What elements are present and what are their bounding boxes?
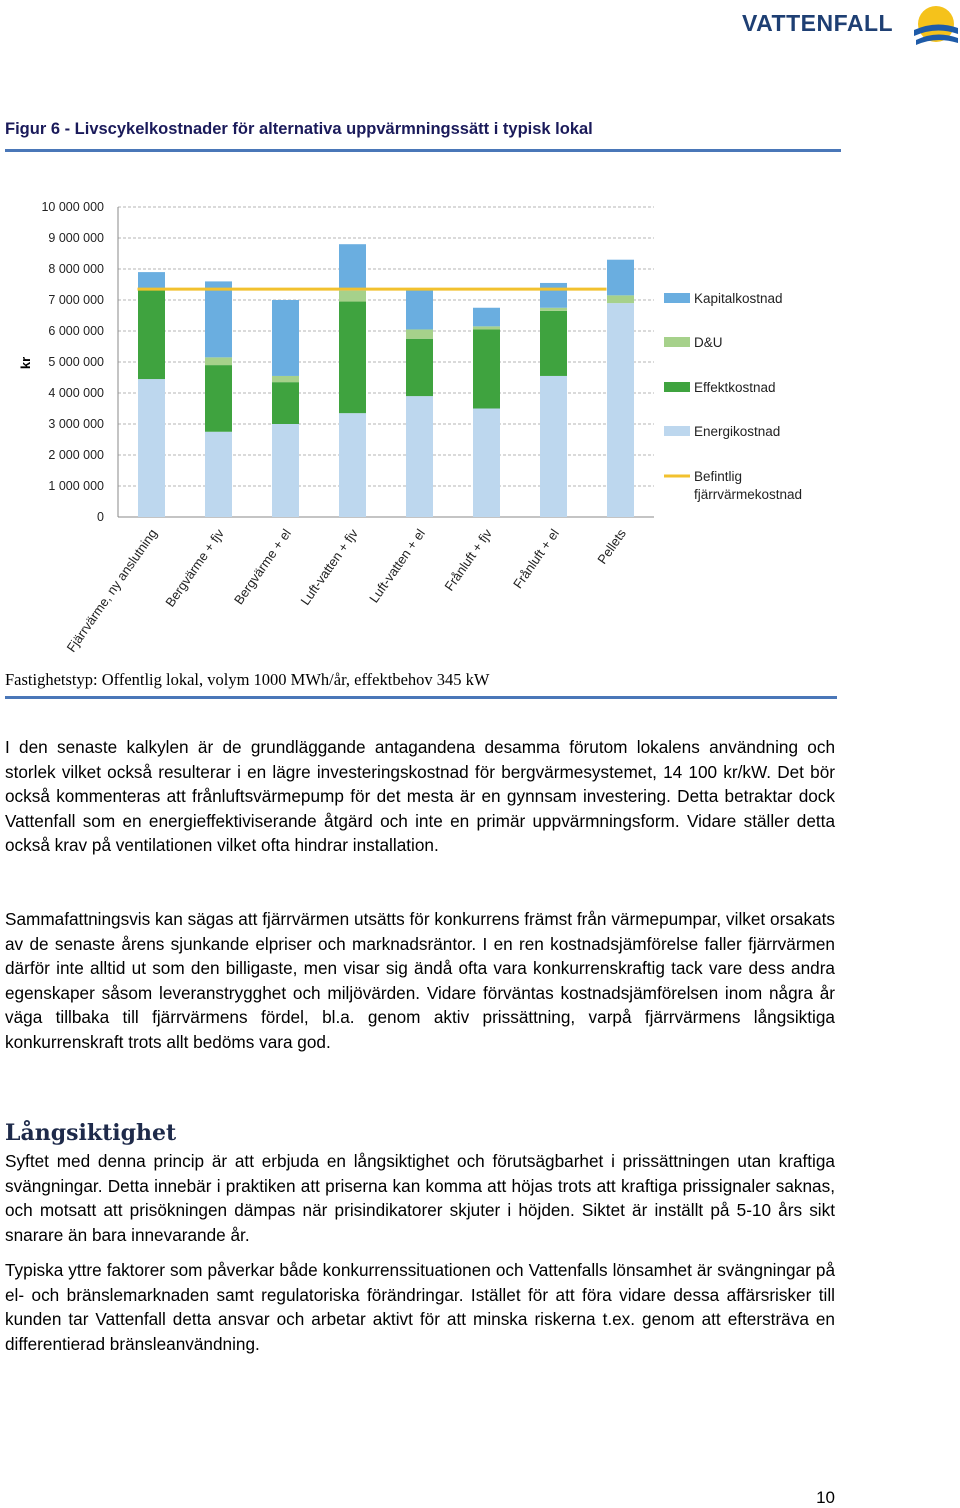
brand-name: VATTENFALL bbox=[742, 10, 894, 36]
bar-segment-energikostnad bbox=[406, 396, 433, 517]
bar-segment-energikostnad bbox=[138, 379, 165, 517]
figure-caption: Figur 6 - Livscykelkostnader för alternativa uppvärmningssätt i typisk lokal bbox=[5, 120, 841, 152]
x-tick-label: Pellets bbox=[594, 526, 629, 567]
x-tick-label: Luft-vatten + fjv bbox=[297, 526, 361, 608]
bar-segment-energikostnad bbox=[205, 432, 232, 517]
x-tick-label: Fjärrvärme, ny anslutning bbox=[63, 526, 160, 655]
legend-label: Effektkostnad bbox=[694, 380, 776, 395]
legend-label: D&U bbox=[694, 335, 723, 350]
y-tick-label: 2 000 000 bbox=[48, 448, 104, 462]
y-tick-label: 7 000 000 bbox=[48, 293, 104, 307]
paragraph-4: Typiska yttre faktorer som påverkar både konkurrenssituationen och Vattenfalls lönsamhet är svängningar på el- och bränslemarknaden samt regulatoriska förändringar. Istället för att föra vidare dessa affärsrisker till kunden tar Vattenfall detta ansvar och arbetar aktivt för att minska riskerna t.ex. genom att eftersträva en differentierad bränsleanvändning. bbox=[5, 1260, 835, 1354]
chart-svg bbox=[0, 185, 840, 655]
bar-segment-kapitalkostnad bbox=[205, 281, 232, 357]
legend-label: Kapitalkostnad bbox=[694, 291, 783, 306]
bar-segment-effektkostnad bbox=[205, 365, 232, 432]
legend-swatch bbox=[664, 382, 690, 392]
bar-segment-du bbox=[339, 291, 366, 302]
bar-segment-kapitalkostnad bbox=[540, 283, 567, 308]
x-tick-label: Frånluft + fjv bbox=[441, 526, 495, 594]
y-tick-label: 6 000 000 bbox=[48, 324, 104, 338]
bar-segment-kapitalkostnad bbox=[607, 260, 634, 296]
bar-segment-effektkostnad bbox=[339, 302, 366, 414]
y-tick-label: 5 000 000 bbox=[48, 355, 104, 369]
bar-segment-kapitalkostnad bbox=[473, 308, 500, 327]
paragraph-1: I den senaste kalkylen är de grundläggande antagandena desamma förutom lokalens användning och storlek vilket också resulterar i en lägre investeringskostnad för bergvärmesystemet, 14 100 kr/kW. Det bör också kommenteras att frånluftsvärmepump för det mesta är en gynnsam investering. Detta betraktar dock Vattenfall som en energieffektiviserande åtgärd och inte en primär uppvärmningsform. Vidare ställer detta också krav på ventilationen vilket ofta hindrar installation. bbox=[5, 737, 835, 856]
bar-segment-kapitalkostnad bbox=[272, 300, 299, 376]
bar-segment-effektkostnad bbox=[473, 329, 500, 408]
bar-segment-effektkostnad bbox=[272, 382, 299, 424]
sun-logo-icon bbox=[908, 0, 960, 52]
bar-segment-effektkostnad bbox=[540, 311, 567, 376]
x-tick-label: Bergvärme + el bbox=[230, 526, 294, 608]
bar-segment-du bbox=[205, 357, 232, 365]
y-tick-label: 10 000 000 bbox=[41, 200, 104, 214]
bar-segment-energikostnad bbox=[540, 376, 567, 517]
bar-segment-energikostnad bbox=[473, 409, 500, 518]
y-tick-label: 3 000 000 bbox=[48, 417, 104, 431]
legend-label: Befintlig bbox=[694, 469, 743, 484]
y-tick-label: 1 000 000 bbox=[48, 479, 104, 493]
legend-label: Energikostnad bbox=[694, 424, 781, 439]
y-axis-label: kr bbox=[18, 356, 33, 370]
bar-segment-du bbox=[272, 376, 299, 382]
vattenfall-logo bbox=[730, 0, 960, 56]
figure-note: Fastighetstyp: Offentlig lokal, volym 1000 MWh/år, effektbehov 345 kW bbox=[5, 670, 837, 699]
bar-segment-du bbox=[607, 295, 634, 303]
x-tick-label: Luft-vatten + el bbox=[366, 526, 428, 606]
lifecycle-cost-chart bbox=[0, 185, 840, 655]
paragraph-3: Syftet med denna princip är att erbjuda en långsiktighet och förutsägbarhet i prissättningen utan kraftiga svängningar. Detta innebär i praktiken att priserna kan komma att höjas trots att kraftiga prissignaler saknas, och motsatt att prisökningen dämpas när prisindikatorer skjuter i höjden. Siktet är inställt på 5-10 års sikt snarare än bara innevarande år. bbox=[5, 1151, 835, 1245]
legend-swatch bbox=[664, 426, 690, 436]
y-tick-label: 0 bbox=[97, 510, 104, 524]
paragraph-2: Sammafattningsvis kan sägas att fjärrvärmen utsätts för konkurrens främst från värmepumpar, vilket orsakats av de senaste årens sjunkande elpriser och marknadsräntor. I en ren kostnadsjämförelse faller fjärrvärmen därför inte alltid ut som den billigaste, men visar sig ändå ofta vara konkurrenskraftig tack vare dess andra egenskaper såsom leveranstrygghet och miljövärden. Vidare förväntas kostnadsjämförelsen inom några år väga tillbaka till fjärrvärmens fördel, bl.a. genom aktiv prissättning, varpå fjärrvärmens långsiktiga konkurrenskraft trots allt bedöms vara god. bbox=[5, 909, 835, 1052]
bar-segment-kapitalkostnad bbox=[138, 272, 165, 289]
y-tick-label: 9 000 000 bbox=[48, 231, 104, 245]
bar-segment-du bbox=[406, 329, 433, 338]
bar-segment-kapitalkostnad bbox=[406, 289, 433, 329]
bar-segment-effektkostnad bbox=[138, 289, 165, 379]
bar-segment-du bbox=[540, 308, 567, 311]
x-tick-label: Frånluft + el bbox=[510, 526, 562, 592]
y-tick-label: 8 000 000 bbox=[48, 262, 104, 276]
bar-segment-energikostnad bbox=[339, 413, 366, 517]
page-number: 10 bbox=[816, 1488, 835, 1507]
x-tick-label: Bergvärme + fjv bbox=[162, 526, 227, 610]
legend-label-cont: fjärrvärmekostnad bbox=[694, 487, 803, 502]
bar-segment-du bbox=[473, 326, 500, 329]
legend-swatch bbox=[664, 337, 690, 347]
legend-swatch bbox=[664, 293, 690, 303]
bar-segment-energikostnad bbox=[607, 303, 634, 517]
bar-segment-effektkostnad bbox=[406, 339, 433, 396]
section-heading: Långsiktighet bbox=[5, 1120, 177, 1146]
y-tick-label: 4 000 000 bbox=[48, 386, 104, 400]
bar-segment-energikostnad bbox=[272, 424, 299, 517]
bar-segment-kapitalkostnad bbox=[339, 244, 366, 291]
